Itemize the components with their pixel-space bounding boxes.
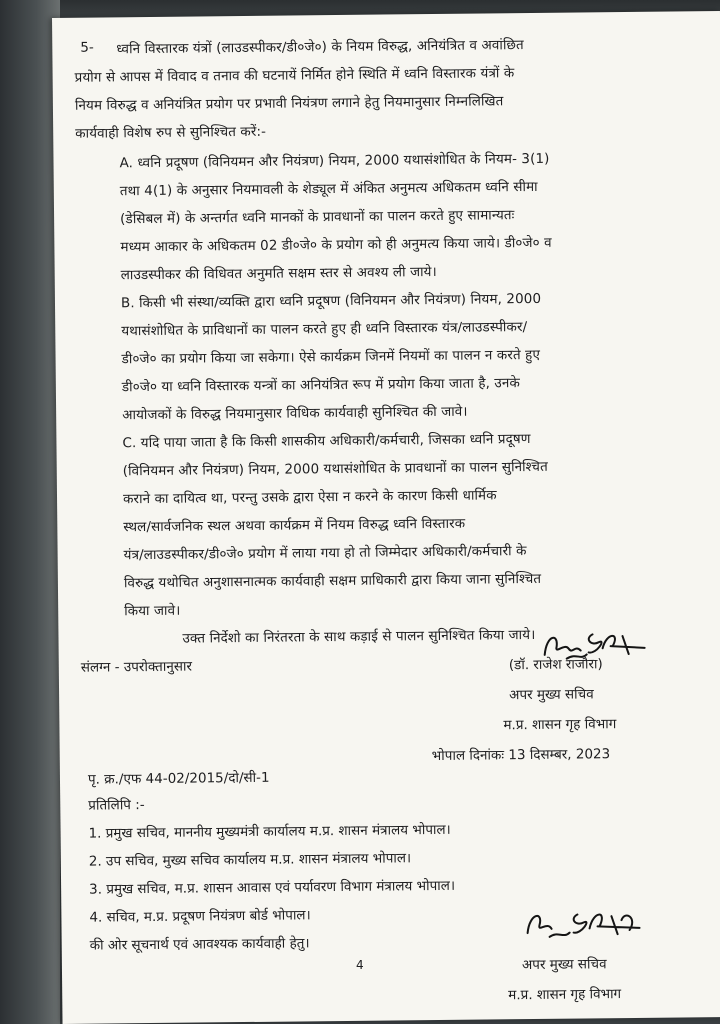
signatory-designation: अपर मुख्य सचिव — [509, 686, 594, 704]
clause-c-line: स्थल/सार्वजनिक स्थल अथवा कार्यक्रम में नियम विरुद्ध ध्वनि विस्तारक — [123, 515, 466, 536]
clause-a-line: मध्यम आकार के अधिकतम 02 डी०जे० के प्रयोग को ही अनुमत्य किया जाये। डी०जे० व — [120, 234, 552, 256]
clause-a-line: तथा 4(1) के अनुसार नियमावली के शेड्यूल में अंकित अनुमत्य अधिकतम ध्वनि सीमा — [119, 178, 538, 200]
copy-list-item: 1. प्रमुख सचिव, माननीय मुख्यमंत्री कार्यालय म.प्र. शासन मंत्रालय भोपाल। — [88, 821, 451, 842]
clause-b-line: B. किसी भी संस्था/व्यक्ति द्वारा ध्वनि प्रदूषण (विनियमन और नियंत्रण) नियम, 2000 — [120, 290, 542, 312]
signatory2-designation: अपर मुख्य सचिव — [521, 956, 607, 974]
clause-b-line: डी०जे० का प्रयोग किया जा सकेगा। ऐसे कार्यक्रम जिनमें नियमों का पालन न करते हुए — [121, 346, 541, 368]
document-page — [52, 11, 720, 1024]
clause-a-line: A. ध्वनि प्रदूषण (विनियमन और नियंत्रण) नियम, 2000 यथासंशोधित के नियम- 3(1) — [119, 150, 550, 172]
signatory-department: म.प्र. शासन गृह विभाग — [503, 716, 617, 734]
copy-purpose: की ओर सूचनार्थ एवं आवश्यक कार्यवाही हेतु। — [89, 935, 310, 954]
copy-list-item: 2. उप सचिव, मुख्य सचिव कार्यालय म.प्र. शासन मंत्रालय भोपाल। — [88, 850, 412, 870]
clause-a-line: (डेसिबल में) के अन्तर्गत ध्वनि मानकों के प्रावधानों का पालन करते हुए सामान्यतः — [120, 207, 515, 228]
clause-c-line: यंत्र/लाउडस्पीकर/डी०जे० प्रयोग में लाया गया हो तो जिम्मेदार अधिकारी/कर्मचारी के — [123, 543, 527, 564]
signature — [521, 900, 641, 945]
copy-list-item: 4. सचिव, म.प्र. प्रदूषण नियंत्रण बोर्ड भोपाल। — [89, 907, 311, 926]
clause-c-line: विरुद्ध यथोचित अनुशासनात्मक कार्यवाही सक्षम प्राधिकारी द्वारा किया जाना सुनिश्चित — [123, 570, 542, 592]
date-line: भोपाल दिनांकः 13 दिसम्बर, 2023 — [431, 746, 611, 765]
signatory2-department: म.प्र. शासन गृह विभाग — [508, 986, 622, 1004]
point5-line: प्रयोग से आपस में विवाद व तनाव की घटनायें निर्मित होने स्थिति में ध्वनि विस्तारक यंत्रों के — [74, 65, 515, 86]
clause-b-line: यथासंशोधित के प्राविधानों का पालन करते हुए ही ध्वनि विस्तारक यंत्र/लाउडस्पीकर/ — [121, 319, 528, 340]
point5-line: नियम विरुद्ध व अनियंत्रित प्रयोग पर प्रभावी नियंत्रण लगाने हेतु नियमानुसार निम्नलिखित — [74, 93, 504, 114]
clause-b-line: डी०जे० या ध्वनि विस्तारक यन्त्रों का अनियंत्रित रूप में प्रयोग किया जाता है, उनके — [121, 375, 520, 396]
clause-a-line: लाउडस्पीकर की विधिवत अनुमति सक्षम स्तर से अवश्य ली जाये। — [120, 263, 437, 284]
clause-c-line: (विनियमन और नियंत्रण) नियम, 2000 यथासंशोधित के प्रावधानों का पालन सुनिश्चित — [122, 458, 548, 480]
point5-line: ध्वनि विस्तारक यंत्रों (लाउडस्पीकर/डी०जे०) के नियम विरुद्ध, अनियंत्रित व अवांछित — [116, 37, 524, 58]
clause-c-line: कराने का दायित्व था, परन्तु उसके द्वारा ऐसा न करने के कारण किसी धार्मिक — [122, 487, 497, 508]
page-number: 4 — [356, 958, 364, 972]
closing-line: उक्त निर्देशो का निरंतरता के साथ कड़ाई से पालन सुनिश्चित किया जाये। — [182, 626, 536, 647]
reference-number: पृ. क्र./एफ 44-02/2015/दो/सी-1 — [87, 769, 270, 788]
clause-b-line: आयोजकों के विरुद्ध नियमानुसार विधिक कार्यवाही सुनिश्चित की जावे। — [122, 403, 468, 424]
clause-c-line: किया जावे। — [124, 602, 181, 620]
enclosure-note: संलग्न - उपरोक्तानुसार — [80, 658, 193, 676]
point-number: 5- — [80, 39, 94, 56]
signatory-name: (डॉ. राजेश राजौरा) — [508, 656, 603, 674]
point5-line: कार्यवाही विशेष रुप से सुनिश्चित करें:- — [75, 123, 267, 142]
background-left — [0, 0, 60, 1024]
copy-heading: प्रतिलिपि :- — [88, 797, 145, 814]
copy-list-item: 3. प्रमुख सचिव, म.प्र. शासन आवास एवं पर्यावरण विभाग मंत्रालय भोपाल। — [89, 877, 456, 898]
clause-c-line: C. यदि पाया जाता है कि किसी शासकीय अधिकारी/कर्मचारी, जिसका ध्वनि प्रदूषण — [122, 431, 531, 452]
